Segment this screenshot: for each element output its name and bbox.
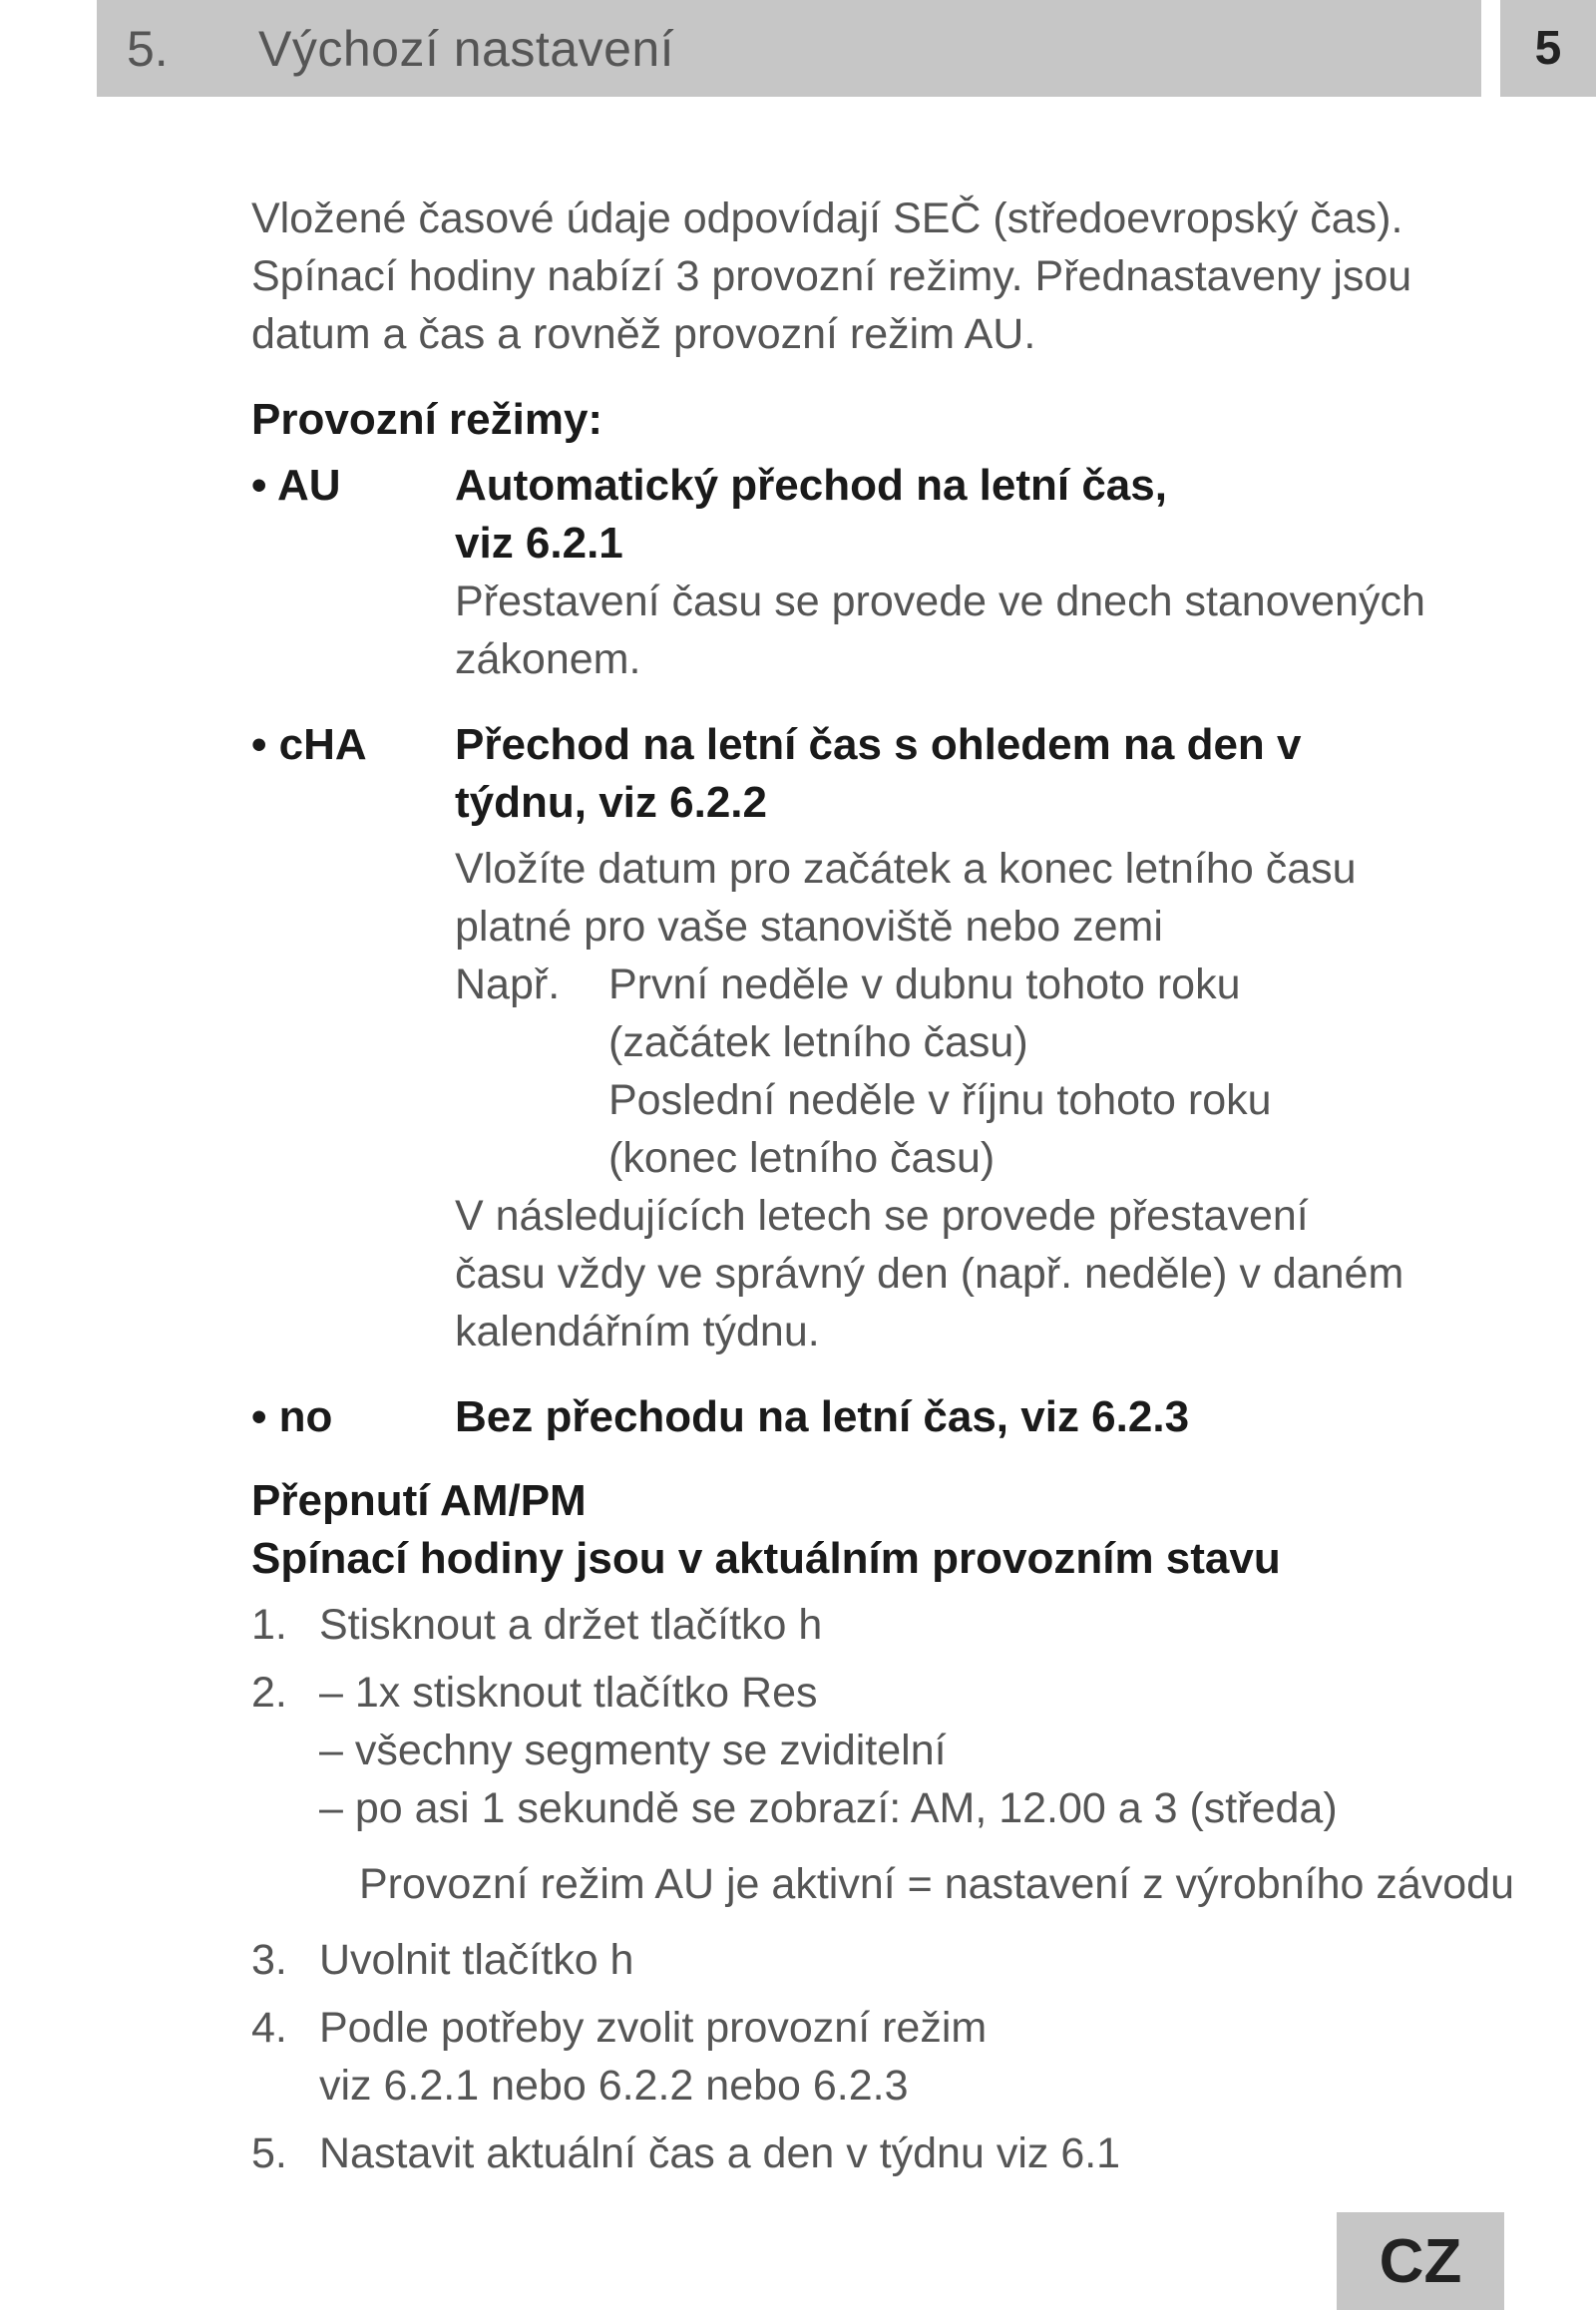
step-3-text: Uvolnit tlačítko h: [319, 1936, 634, 1984]
mode-cha-title-1: Přechod na letní čas s ohledem na den v: [455, 720, 1302, 769]
section-number: 5.: [127, 20, 169, 77]
language-tab: CZ: [1337, 2212, 1504, 2310]
step-5: [251, 2124, 1518, 2182]
example-label: Např.: [455, 961, 561, 1008]
step-3: [251, 1931, 1518, 1989]
page-number-tab: 5: [1500, 0, 1596, 97]
mode-au: [251, 457, 1518, 688]
intro-line-2: Spínací hodiny nabízí 3 provozní režimy. Přednastaveny jsou: [251, 252, 1412, 300]
example-line-3: Poslední neděle v říjnu tohoto roku: [608, 1076, 1272, 1124]
example-line-1: První neděle v dubnu tohoto roku: [608, 961, 1241, 1008]
example-line-4: (konec letního času): [608, 1134, 996, 1182]
mode-cha-note-3: kalendářním týdnu.: [455, 1308, 820, 1355]
mode-cha: [251, 716, 1518, 1360]
step-5-number: 5.: [251, 2129, 287, 2177]
step-2: [251, 1664, 1518, 1722]
step-4: [251, 1999, 1518, 2057]
step-5-text: Nastavit aktuální čas a den v týdnu viz 6.1: [319, 2129, 1121, 2177]
mode-no-title: Bez přechodu na letní čas, viz 6.2.3: [455, 1392, 1190, 1441]
step-1: [251, 1596, 1518, 1654]
section-header: [97, 0, 1481, 97]
mode-cha-bullet: • cHA: [251, 720, 367, 769]
mode-au-desc-2: zákonem.: [455, 635, 641, 683]
modes-heading: Provozní režimy:: [251, 395, 603, 444]
step-3-number: 3.: [251, 1936, 287, 1984]
example-line-2: (začátek letního času): [608, 1018, 1028, 1066]
page-content: [251, 190, 1518, 2182]
section-title: Výchozí nastavení: [258, 20, 675, 77]
mode-cha-title-2: týdnu, viz 6.2.2: [455, 778, 767, 827]
mode-cha-desc-2: platné pro vaše stanoviště nebo zemi: [455, 903, 1163, 951]
ampm-heading: Přepnutí AM/PM: [251, 1476, 587, 1525]
step-2-line-b: – všechny segmenty se zviditelní: [319, 1727, 947, 1774]
step-4-line-a: Podle potřeby zvolit provozní režim: [319, 2004, 988, 2052]
mode-cha-note-2: času vždy ve správný den (např. neděle) v daném: [455, 1250, 1404, 1298]
step-2-number: 2.: [251, 1669, 287, 1717]
mode-au-desc-1: Přestavení času se provede ve dnech stanovených: [455, 578, 1425, 625]
mode-au-bullet: • AU: [251, 461, 341, 510]
step-1-text: Stisknout a držet tlačítko h: [319, 1601, 823, 1649]
mode-au-title-2: viz 6.2.1: [455, 519, 623, 568]
mode-no: [251, 1388, 1518, 1446]
ampm-subheading: Spínací hodiny jsou v aktuálním provozním stavu: [251, 1534, 1281, 1583]
intro-line-3: datum a čas a rovněž provozní režim AU.: [251, 310, 1036, 358]
step-2-line-a: – 1x stisknout tlačítko Res: [319, 1669, 818, 1717]
step-1-number: 1.: [251, 1601, 287, 1649]
step-4-line-b: viz 6.2.1 nebo 6.2.2 nebo 6.2.3: [319, 2062, 909, 2110]
mode-cha-example: [455, 956, 1518, 1013]
step-4-number: 4.: [251, 2004, 287, 2052]
mode-cha-note-1: V následujících letech se provede přestavení: [455, 1192, 1309, 1240]
mode-au-title-1: Automatický přechod na letní čas,: [455, 461, 1167, 510]
step-2-line-c: – po asi 1 sekundě se zobrazí: AM, 12.00 a 3 (středa): [319, 1784, 1338, 1832]
intro-line-1: Vložené časové údaje odpovídají SEČ (středoevropský čas).: [251, 194, 1403, 242]
mode-cha-desc-1: Vložíte datum pro začátek a konec letního času: [455, 845, 1357, 893]
mode-no-bullet: • no: [251, 1392, 333, 1441]
step-2-note: Provozní režim AU je aktivní = nastavení z výrobního závodu: [359, 1860, 1514, 1908]
